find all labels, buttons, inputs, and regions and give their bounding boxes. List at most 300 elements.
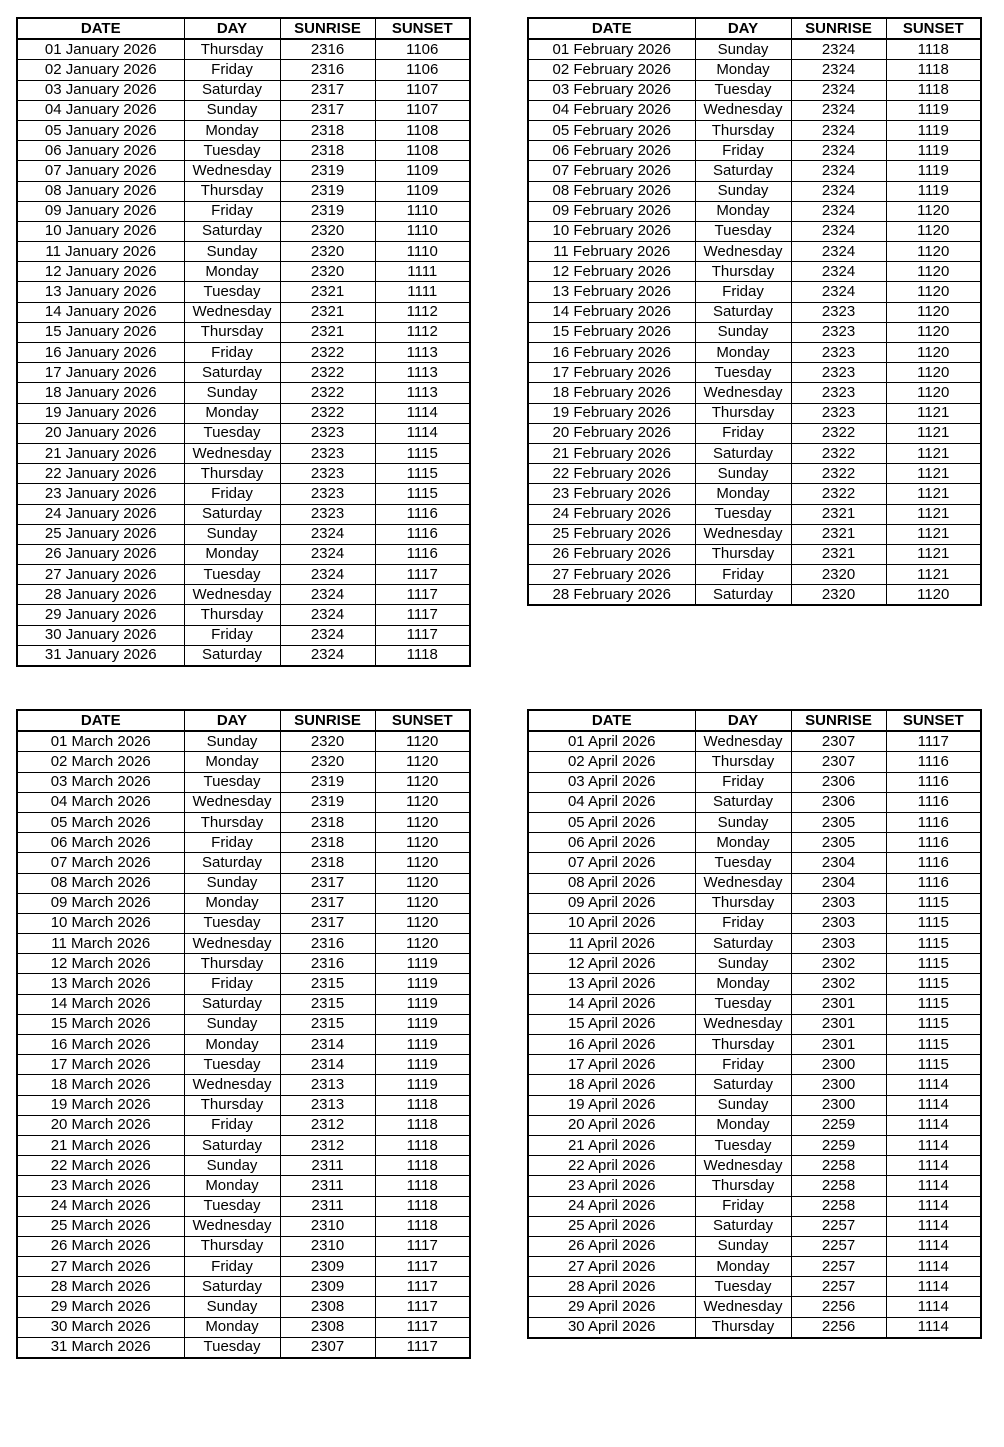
day-cell: Sunday [695, 39, 791, 60]
sunset-cell: 1117 [375, 1236, 470, 1256]
sunrise-cell: 2322 [280, 363, 375, 383]
sunrise-cell: 2257 [791, 1216, 886, 1236]
sunrise-cell: 2321 [791, 524, 886, 544]
day-cell: Saturday [184, 363, 280, 383]
day-cell: Saturday [184, 1135, 280, 1155]
sunrise-cell: 2324 [791, 60, 886, 80]
day-cell: Sunday [184, 731, 280, 752]
sunrise-cell: 2303 [791, 934, 886, 954]
sunrise-cell: 2324 [791, 100, 886, 120]
day-cell: Tuesday [184, 1055, 280, 1075]
sunset-cell: 1119 [886, 141, 981, 161]
date-cell: 10 January 2026 [17, 221, 184, 241]
sunrise-cell: 2306 [791, 772, 886, 792]
day-cell: Wednesday [695, 383, 791, 403]
sunrise-cell: 2314 [280, 1055, 375, 1075]
date-cell: 03 February 2026 [528, 80, 695, 100]
date-cell: 18 March 2026 [17, 1075, 184, 1095]
table-row [17, 833, 470, 853]
table-row [528, 812, 981, 832]
table-row [528, 1135, 981, 1155]
day-cell: Wednesday [184, 443, 280, 463]
sunset-cell: 1119 [886, 120, 981, 140]
date-cell: 01 April 2026 [528, 731, 695, 752]
sunrise-cell: 2324 [280, 585, 375, 605]
table-row [528, 585, 981, 606]
day-cell: Thursday [695, 1035, 791, 1055]
sunrise-cell: 2324 [791, 181, 886, 201]
sunset-cell: 1117 [375, 605, 470, 625]
sunset-cell: 1115 [886, 994, 981, 1014]
day-cell: Saturday [184, 853, 280, 873]
day-cell: Wednesday [184, 585, 280, 605]
table-row [17, 544, 470, 564]
date-cell: 10 April 2026 [528, 913, 695, 933]
sunset-cell: 1116 [375, 524, 470, 544]
table-row [528, 484, 981, 504]
day-cell: Sunday [184, 1156, 280, 1176]
day-cell: Thursday [695, 403, 791, 423]
date-cell: 02 March 2026 [17, 752, 184, 772]
table-row [528, 752, 981, 772]
table-row [17, 1216, 470, 1236]
table-row [528, 242, 981, 262]
sunset-cell: 1115 [886, 1014, 981, 1034]
sunset-cell: 1107 [375, 100, 470, 120]
sunrise-cell: 2321 [280, 302, 375, 322]
sunset-cell: 1120 [886, 322, 981, 342]
day-cell: Monday [184, 403, 280, 423]
day-cell: Saturday [184, 504, 280, 524]
sunset-cell: 1114 [886, 1095, 981, 1115]
sunrise-cell: 2300 [791, 1075, 886, 1095]
sunset-cell: 1119 [375, 1035, 470, 1055]
sunrise-cell: 2256 [791, 1297, 886, 1317]
date-cell: 22 February 2026 [528, 464, 695, 484]
date-cell: 30 January 2026 [17, 625, 184, 645]
table-row [17, 464, 470, 484]
date-cell: 26 January 2026 [17, 544, 184, 564]
day-cell: Sunday [184, 1014, 280, 1034]
day-cell: Friday [184, 833, 280, 853]
table-row [17, 120, 470, 140]
sunset-cell: 1115 [886, 1055, 981, 1075]
sunrise-cell: 2319 [280, 201, 375, 221]
sunrise-cell: 2322 [791, 464, 886, 484]
header-row [17, 710, 470, 731]
sunrise-cell: 2324 [791, 120, 886, 140]
day-cell: Tuesday [695, 80, 791, 100]
table-row [17, 383, 470, 403]
sunset-cell: 1121 [886, 544, 981, 564]
sunset-cell: 1114 [886, 1075, 981, 1095]
table-row [17, 322, 470, 342]
sunset-cell: 1108 [375, 120, 470, 140]
sunset-cell: 1119 [375, 974, 470, 994]
sunset-cell: 1111 [375, 282, 470, 302]
day-cell: Sunday [695, 1095, 791, 1115]
sunrise-cell: 2312 [280, 1115, 375, 1135]
sunrise-cell: 2320 [791, 585, 886, 606]
table-row [17, 772, 470, 792]
date-cell: 09 April 2026 [528, 893, 695, 913]
day-cell: Sunday [184, 524, 280, 544]
date-cell: 09 February 2026 [528, 201, 695, 221]
sunset-cell: 1120 [886, 201, 981, 221]
sunset-cell: 1117 [375, 625, 470, 645]
table-row [528, 913, 981, 933]
table-row [528, 1156, 981, 1176]
date-cell: 24 January 2026 [17, 504, 184, 524]
table-row [17, 954, 470, 974]
sunset-cell: 1121 [886, 443, 981, 463]
date-cell: 30 March 2026 [17, 1317, 184, 1337]
sunrise-cell: 2315 [280, 974, 375, 994]
table-row [17, 645, 470, 666]
table-row [17, 565, 470, 585]
sunset-cell: 1120 [886, 302, 981, 322]
table-row [17, 1297, 470, 1317]
header-date: DATE [17, 18, 184, 39]
date-cell: 22 January 2026 [17, 464, 184, 484]
table-row [17, 792, 470, 812]
sunset-cell: 1114 [886, 1115, 981, 1135]
day-cell: Saturday [184, 994, 280, 1014]
day-cell: Wednesday [695, 1297, 791, 1317]
sunrise-cell: 2257 [791, 1236, 886, 1256]
date-cell: 28 February 2026 [528, 585, 695, 606]
sunset-cell: 1117 [375, 1317, 470, 1337]
date-cell: 21 April 2026 [528, 1135, 695, 1155]
date-cell: 09 January 2026 [17, 201, 184, 221]
table-row [17, 605, 470, 625]
day-cell: Monday [695, 1115, 791, 1135]
table-row [528, 792, 981, 812]
header-day: DAY [184, 18, 280, 39]
day-cell: Sunday [695, 322, 791, 342]
sunset-cell: 1120 [886, 585, 981, 606]
day-cell: Saturday [184, 221, 280, 241]
sunset-cell: 1114 [886, 1135, 981, 1155]
day-cell: Thursday [184, 605, 280, 625]
table-row [528, 443, 981, 463]
day-cell: Saturday [695, 161, 791, 181]
day-cell: Monday [695, 343, 791, 363]
sunset-cell: 1116 [886, 812, 981, 832]
day-cell: Sunday [695, 1236, 791, 1256]
sunrise-cell: 2323 [280, 484, 375, 504]
table-row [17, 913, 470, 933]
date-cell: 17 January 2026 [17, 363, 184, 383]
date-cell: 24 February 2026 [528, 504, 695, 524]
table-row [17, 1095, 470, 1115]
day-cell: Friday [184, 60, 280, 80]
date-cell: 04 February 2026 [528, 100, 695, 120]
table-row [528, 343, 981, 363]
date-cell: 19 March 2026 [17, 1095, 184, 1115]
date-cell: 20 February 2026 [528, 423, 695, 443]
sunset-cell: 1110 [375, 201, 470, 221]
table-row [528, 1257, 981, 1277]
date-cell: 11 February 2026 [528, 242, 695, 262]
sunrise-cell: 2324 [280, 524, 375, 544]
table-row [528, 934, 981, 954]
table-row [17, 302, 470, 322]
header-sunset: SUNSET [375, 710, 470, 731]
sunrise-cell: 2304 [791, 873, 886, 893]
sunrise-cell: 2310 [280, 1236, 375, 1256]
day-cell: Tuesday [184, 1196, 280, 1216]
sunrise-cell: 2317 [280, 873, 375, 893]
sunset-cell: 1115 [375, 484, 470, 504]
date-cell: 26 March 2026 [17, 1236, 184, 1256]
table-row [17, 853, 470, 873]
table-row [528, 1055, 981, 1075]
sunset-cell: 1115 [886, 1035, 981, 1055]
day-cell: Thursday [695, 544, 791, 564]
table-row [17, 141, 470, 161]
sunset-cell: 1110 [375, 242, 470, 262]
sunset-cell: 1117 [375, 1337, 470, 1358]
date-cell: 13 February 2026 [528, 282, 695, 302]
date-cell: 19 February 2026 [528, 403, 695, 423]
day-cell: Tuesday [184, 772, 280, 792]
day-cell: Sunday [184, 873, 280, 893]
sunset-cell: 1118 [886, 80, 981, 100]
day-cell: Monday [695, 974, 791, 994]
sunrise-cell: 2324 [280, 605, 375, 625]
sunrise-cell: 2322 [280, 383, 375, 403]
sunset-cell: 1112 [375, 302, 470, 322]
sunset-cell: 1116 [886, 792, 981, 812]
day-cell: Thursday [184, 181, 280, 201]
date-cell: 26 April 2026 [528, 1236, 695, 1256]
date-cell: 07 January 2026 [17, 161, 184, 181]
sunrise-cell: 2313 [280, 1075, 375, 1095]
date-cell: 16 February 2026 [528, 343, 695, 363]
date-cell: 29 January 2026 [17, 605, 184, 625]
table-row [17, 994, 470, 1014]
date-cell: 08 February 2026 [528, 181, 695, 201]
date-cell: 06 April 2026 [528, 833, 695, 853]
day-cell: Monday [184, 120, 280, 140]
table-row [528, 1236, 981, 1256]
sunrise-cell: 2324 [791, 141, 886, 161]
table-row [17, 423, 470, 443]
table-row [528, 565, 981, 585]
table-row [528, 504, 981, 524]
sunrise-cell: 2257 [791, 1277, 886, 1297]
date-cell: 12 March 2026 [17, 954, 184, 974]
header-day: DAY [184, 710, 280, 731]
table-row [528, 893, 981, 913]
day-cell: Tuesday [695, 221, 791, 241]
date-cell: 05 February 2026 [528, 120, 695, 140]
date-cell: 23 March 2026 [17, 1176, 184, 1196]
table-row [17, 585, 470, 605]
date-cell: 11 April 2026 [528, 934, 695, 954]
date-cell: 16 April 2026 [528, 1035, 695, 1055]
table-row [17, 524, 470, 544]
date-cell: 20 April 2026 [528, 1115, 695, 1135]
sunset-cell: 1121 [886, 403, 981, 423]
date-cell: 13 April 2026 [528, 974, 695, 994]
table-row [17, 60, 470, 80]
sunrise-cell: 2319 [280, 792, 375, 812]
sunrise-cell: 2317 [280, 80, 375, 100]
date-cell: 21 February 2026 [528, 443, 695, 463]
table-row [17, 1196, 470, 1216]
day-cell: Friday [695, 772, 791, 792]
date-cell: 29 April 2026 [528, 1297, 695, 1317]
day-cell: Monday [184, 1317, 280, 1337]
sunrise-cell: 2318 [280, 141, 375, 161]
date-cell: 25 March 2026 [17, 1216, 184, 1236]
table-row [528, 954, 981, 974]
sunset-cell: 1119 [886, 181, 981, 201]
table-row [528, 221, 981, 241]
sunrise-cell: 2321 [280, 322, 375, 342]
date-cell: 27 April 2026 [528, 1257, 695, 1277]
table-row [528, 120, 981, 140]
day-cell: Saturday [184, 645, 280, 666]
sunset-cell: 1114 [886, 1236, 981, 1256]
table-row [528, 772, 981, 792]
table-row [17, 873, 470, 893]
sunrise-cell: 2323 [280, 504, 375, 524]
day-cell: Thursday [695, 752, 791, 772]
sunrise-cell: 2304 [791, 853, 886, 873]
date-cell: 14 February 2026 [528, 302, 695, 322]
sunrise-cell: 2324 [791, 161, 886, 181]
table-row [528, 1095, 981, 1115]
day-cell: Friday [695, 141, 791, 161]
table-row [528, 282, 981, 302]
sunset-cell: 1115 [886, 913, 981, 933]
sunrise-cell: 2323 [791, 363, 886, 383]
sunrise-cell: 2301 [791, 1035, 886, 1055]
sunrise-cell: 2320 [280, 262, 375, 282]
table-row [17, 1277, 470, 1297]
day-cell: Saturday [695, 1075, 791, 1095]
table-row [17, 625, 470, 645]
day-cell: Friday [184, 974, 280, 994]
table-row [528, 1014, 981, 1034]
sunrise-cell: 2318 [280, 853, 375, 873]
sunrise-cell: 2300 [791, 1095, 886, 1115]
date-cell: 13 March 2026 [17, 974, 184, 994]
sunrise-cell: 2303 [791, 893, 886, 913]
date-cell: 02 April 2026 [528, 752, 695, 772]
sunrise-cell: 2323 [791, 403, 886, 423]
table-row [17, 363, 470, 383]
date-cell: 01 March 2026 [17, 731, 184, 752]
sunset-cell: 1106 [375, 60, 470, 80]
sunset-cell: 1107 [375, 80, 470, 100]
sunrise-cell: 2302 [791, 974, 886, 994]
sunrise-cell: 2313 [280, 1095, 375, 1115]
sunrise-cell: 2319 [280, 161, 375, 181]
sunset-cell: 1116 [375, 504, 470, 524]
sunset-cell: 1119 [375, 1014, 470, 1034]
sunset-cell: 1120 [886, 221, 981, 241]
header-row [528, 710, 981, 731]
sun-table-january [16, 17, 471, 667]
date-cell: 09 March 2026 [17, 893, 184, 913]
day-cell: Tuesday [184, 1337, 280, 1358]
sunset-cell: 1114 [886, 1317, 981, 1338]
sunset-cell: 1120 [375, 812, 470, 832]
day-cell: Tuesday [695, 994, 791, 1014]
sunset-cell: 1118 [375, 1095, 470, 1115]
sunset-cell: 1120 [886, 343, 981, 363]
table-row [17, 752, 470, 772]
day-cell: Monday [184, 1035, 280, 1055]
sunrise-cell: 2321 [791, 544, 886, 564]
date-cell: 19 April 2026 [528, 1095, 695, 1115]
sunrise-cell: 2318 [280, 833, 375, 853]
sunset-cell: 1118 [375, 645, 470, 666]
table-row [528, 383, 981, 403]
sunrise-cell: 2308 [280, 1297, 375, 1317]
date-cell: 18 January 2026 [17, 383, 184, 403]
date-cell: 23 January 2026 [17, 484, 184, 504]
date-cell: 23 April 2026 [528, 1176, 695, 1196]
date-cell: 21 March 2026 [17, 1135, 184, 1155]
header-date: DATE [17, 710, 184, 731]
sunset-cell: 1118 [886, 60, 981, 80]
date-cell: 03 January 2026 [17, 80, 184, 100]
date-cell: 11 January 2026 [17, 242, 184, 262]
sunrise-cell: 2319 [280, 181, 375, 201]
sunset-cell: 1118 [375, 1135, 470, 1155]
sunrise-cell: 2322 [791, 484, 886, 504]
sunset-cell: 1117 [886, 731, 981, 752]
day-cell: Tuesday [695, 1135, 791, 1155]
sunset-cell: 1115 [886, 893, 981, 913]
day-cell: Thursday [184, 322, 280, 342]
date-cell: 16 January 2026 [17, 343, 184, 363]
sunset-cell: 1119 [375, 1075, 470, 1095]
day-cell: Monday [695, 201, 791, 221]
table-row [528, 60, 981, 80]
date-cell: 14 March 2026 [17, 994, 184, 1014]
table-row [17, 282, 470, 302]
date-cell: 26 February 2026 [528, 544, 695, 564]
sunset-cell: 1120 [375, 731, 470, 752]
sunset-cell: 1120 [886, 242, 981, 262]
date-cell: 04 March 2026 [17, 792, 184, 812]
sunrise-cell: 2323 [791, 302, 886, 322]
sunrise-cell: 2301 [791, 994, 886, 1014]
header-sunrise: SUNRISE [280, 710, 375, 731]
date-cell: 05 January 2026 [17, 120, 184, 140]
day-cell: Saturday [695, 792, 791, 812]
sunrise-cell: 2321 [791, 504, 886, 524]
table-row [17, 1156, 470, 1176]
sunrise-cell: 2322 [280, 343, 375, 363]
day-cell: Thursday [184, 1095, 280, 1115]
sunset-cell: 1120 [375, 833, 470, 853]
day-cell: Sunday [184, 100, 280, 120]
day-cell: Tuesday [184, 565, 280, 585]
day-cell: Wednesday [695, 1156, 791, 1176]
date-cell: 20 March 2026 [17, 1115, 184, 1135]
day-cell: Wednesday [184, 1216, 280, 1236]
sunset-cell: 1116 [886, 853, 981, 873]
table-row [528, 1075, 981, 1095]
day-cell: Friday [184, 1115, 280, 1135]
